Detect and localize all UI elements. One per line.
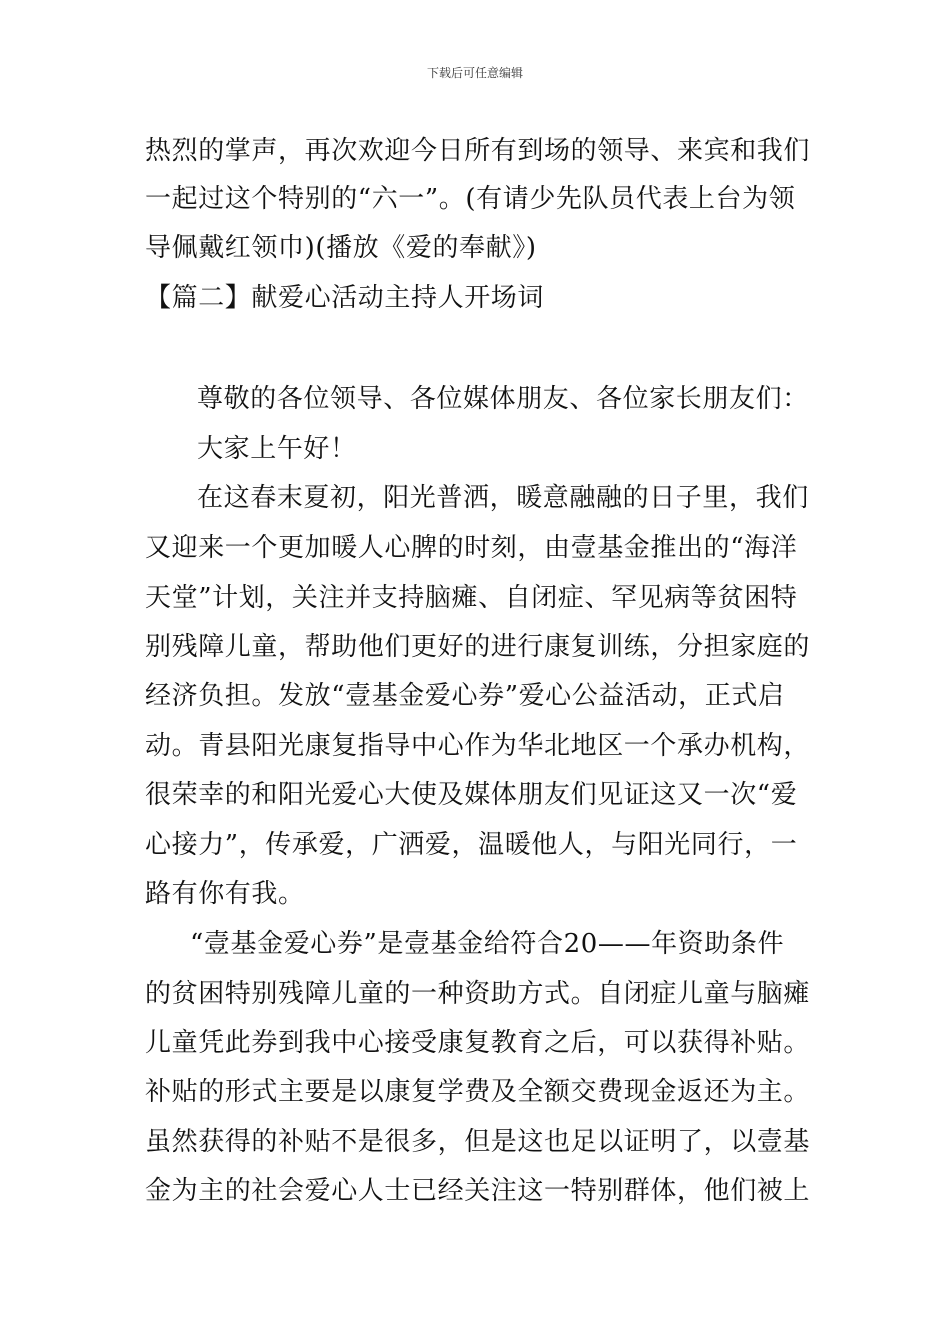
text-line: 在这春末夏初，阳光普洒，暖意融融的日子里，我们 <box>197 483 809 513</box>
text-line: “壹基金爱心券”是壹基金给符合20——年资助条件 <box>190 929 785 959</box>
text-line: 导佩戴红领巾)(播放《爱的奉献》) <box>145 233 537 263</box>
text-line: 热烈的掌声，再次欢迎今日所有到场的领导、来宾和我们 <box>145 136 811 166</box>
greeting-line: 大家上午好！ <box>197 434 357 464</box>
page-header: 下载后可任意编辑 <box>426 66 523 80</box>
text-line: 路有你有我。 <box>145 879 305 909</box>
text-line: 补贴的形式主要是以康复学费及全额交费现金返还为主。 <box>145 1077 811 1107</box>
text-line: 别残障儿童，帮助他们更好的进行康复训练，分担家庭的 <box>145 632 811 662</box>
text-line: 的贫困特别残障儿童的一种资助方式。自闭症儿童与脑瘫 <box>145 979 811 1009</box>
text-line: 一起过这个特别的“六一”。(有请少先队员代表上台为领 <box>145 184 796 214</box>
text-line: 儿童凭此券到我中心接受康复教育之后，可以获得补贴。 <box>145 1028 811 1058</box>
text-line: 金为主的社会爱心人士已经关注这一特别群体，他们被上 <box>145 1176 811 1206</box>
text-line: 经济负担。发放“壹基金爱心券”爱心公益活动，正式启 <box>145 681 785 711</box>
text-line: 又迎来一个更加暖人心脾的时刻，由壹基金推出的“海洋 <box>145 533 798 563</box>
text-line: 虽然获得的补贴不是很多，但是这也足以证明了，以壹基 <box>145 1127 811 1157</box>
text-line: 心接力”，传承爱，广洒爱，温暖他人，与阳光同行，一 <box>145 830 798 860</box>
text-line: 动。青县阳光康复指导中心作为华北地区一个承办机构， <box>145 731 811 761</box>
text-line: 天堂”计划，关注并支持脑瘫、自闭症、罕见病等贫困特 <box>145 583 798 613</box>
text-line: 很荣幸的和阳光爱心大使及媒体朋友们见证这又一次“爱 <box>145 780 798 810</box>
greeting-line: 尊敬的各位领导、各位媒体朋友、各位家长朋友们： <box>197 384 809 414</box>
section-heading: 【篇二】献爱心活动主持人开场词 <box>145 283 545 313</box>
